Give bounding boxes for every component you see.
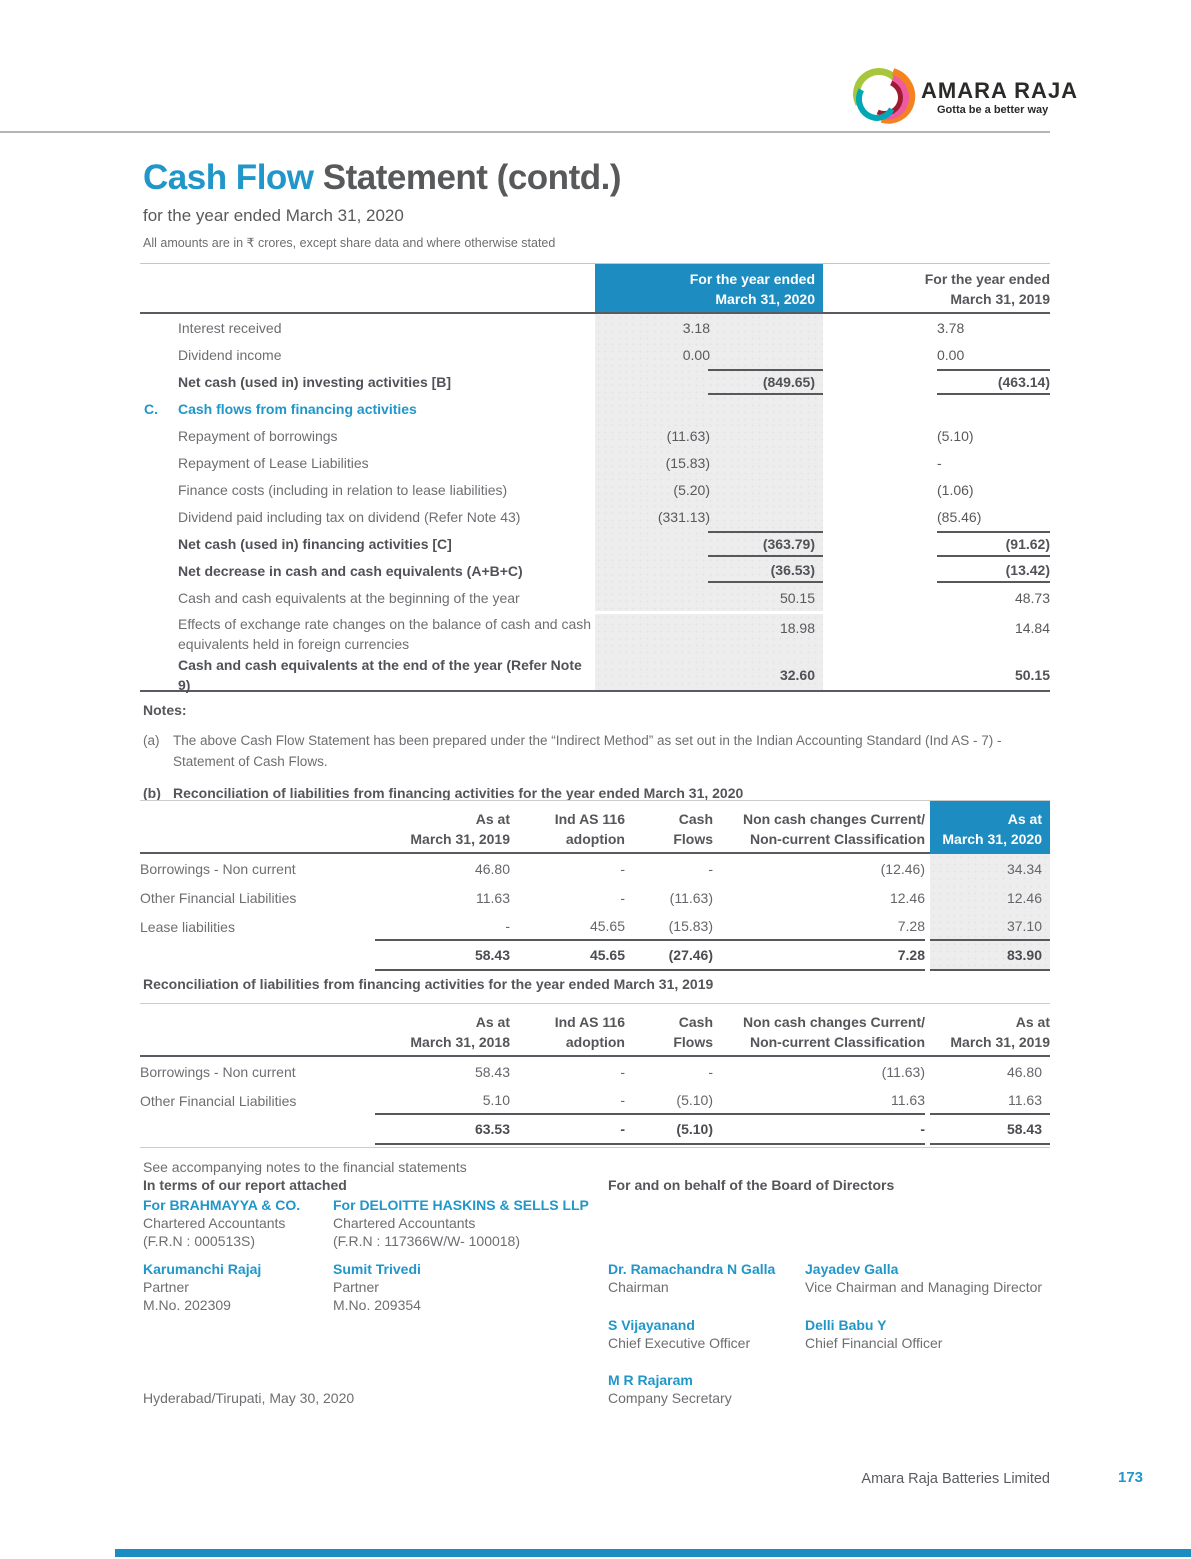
amount-2020-col: (5.20) — [595, 476, 823, 503]
recon-total-row: 58.43 45.65 (27.46) 7.28 83.90 — [140, 941, 1050, 971]
recon-row-label: Lease liabilities — [140, 918, 235, 935]
recon-row-label: Borrowings - Non current — [140, 1063, 296, 1080]
audit-firm-1 — [143, 1196, 300, 1250]
recon-col-asat-2018: As at March 31, 2018 — [375, 1004, 510, 1057]
table-row — [140, 314, 1050, 341]
table-row-subtotal — [140, 557, 1050, 584]
table-section-header — [140, 395, 1050, 422]
note-b-label: (b) — [143, 785, 161, 801]
firm-frn: (F.R.N : 000513S) — [143, 1233, 256, 1249]
page-number: 173 — [1118, 1469, 1144, 1486]
recon-header-spacer — [140, 1004, 375, 1057]
row-label: Dividend paid including tax on dividend (Refer Note 43) — [178, 508, 521, 525]
signatory-name: Jayadev Galla — [805, 1261, 899, 1277]
table-row — [140, 341, 1050, 368]
report-attached-heading: In terms of our report attached — [143, 1177, 347, 1193]
notes-heading: Notes: — [143, 702, 187, 718]
recon-col-cashflows: Cash Flows — [625, 801, 713, 854]
row-label: Net cash (used in) investing activities [B] — [178, 373, 452, 390]
header-label-spacer — [140, 264, 595, 312]
recon-col-asat-2019: As at March 31, 2019 — [375, 801, 510, 854]
amount-2020-col: (36.53) — [595, 557, 823, 584]
amount-2020-col — [595, 395, 823, 422]
signatory-name: Karumanchi Rajaj — [143, 1261, 262, 1277]
company-logo — [853, 66, 1078, 128]
row-label: Cash and cash equivalents at the end of the year (Refer Note 9) — [178, 656, 582, 693]
signatory-mno: M.No. 202309 — [143, 1297, 231, 1313]
row-label: Repayment of Lease Liabilities — [178, 454, 369, 471]
amounts-note: All amounts are in ₹ crores, except share data and where otherwise stated — [143, 236, 556, 250]
recon-col-indas116: Ind AS 116 adoption — [510, 1004, 625, 1057]
col-header-2020-line2: March 31, 2020 — [715, 291, 815, 307]
row-label: Effects of exchange rate changes on the balance of cash and cash equivalents held in foreign currencies — [178, 616, 592, 652]
signatory-secretary — [608, 1371, 732, 1407]
table-row-total — [140, 656, 1050, 693]
recon-col-noncash: Non cash changes Current/ Non-current Classification — [713, 1004, 925, 1057]
amount-2019-col: (1.06) — [937, 481, 974, 498]
recon-row: Borrowings - Non current 58.43 - - (11.63) 46.80 — [140, 1063, 1042, 1080]
cash-flow-table — [140, 263, 1050, 692]
row-label: Repayment of borrowings — [178, 427, 338, 444]
amount-2020-col: 50.15 — [595, 584, 823, 611]
firm-name: For DELOITTE HASKINS & SELLS LLP — [333, 1197, 589, 1213]
signatory-ceo — [608, 1316, 750, 1352]
notes-section — [143, 700, 1050, 804]
col-header-2020 — [595, 264, 823, 312]
firm-frn: (F.R.N : 117366W/W- 100018) — [333, 1233, 521, 1249]
table-row — [140, 449, 1050, 476]
page-title-accent: Cash Flow — [143, 158, 314, 197]
place-date: Hyderabad/Tirupati, May 30, 2020 — [143, 1390, 355, 1406]
signatory-name: M R Rajaram — [608, 1372, 693, 1388]
table-row — [140, 584, 1050, 611]
audit-firm-2 — [333, 1196, 589, 1250]
recon-col-noncash: Non cash changes Current/ Non-current Classification — [713, 801, 925, 854]
firm-desc: Chartered Accountants — [333, 1215, 476, 1231]
note-a — [143, 730, 1050, 772]
amount-2019-col: 0.00 — [937, 346, 965, 363]
note-a-label: (a) — [143, 733, 160, 748]
recon-row: Lease liabilities - 45.65 (15.83) 7.28 37.10 — [140, 912, 1050, 941]
amount-2020-col: 18.98 — [595, 614, 823, 659]
row-label: Cash and cash equivalents at the beginning of the year — [178, 589, 520, 606]
footer-company-name: Amara Raja Batteries Limited — [861, 1471, 1050, 1487]
firm-desc: Chartered Accountants — [143, 1215, 286, 1231]
amount-2020-col: (11.63) — [595, 422, 823, 449]
recon-header-spacer — [140, 801, 375, 854]
recon-row-label: Borrowings - Non current — [140, 860, 296, 877]
page-title — [143, 156, 621, 200]
amount-2020-col: 3.18 — [595, 314, 823, 341]
signatory-name: Delli Babu Y — [805, 1317, 887, 1333]
table-row — [140, 611, 1050, 659]
recon-row-label: Other Financial Liabilities — [140, 889, 297, 906]
signatory-mno: M.No. 209354 — [333, 1297, 421, 1313]
signatory-name: S Vijayanand — [608, 1317, 695, 1333]
amount-2019-col: 3.78 — [937, 319, 965, 336]
amount-2020-col: (15.83) — [595, 449, 823, 476]
signatory-role: Chairman — [608, 1279, 669, 1295]
note-b-text: Reconciliation of liabilities from financing activities for the year ended March 31, 2020 — [173, 785, 744, 801]
recon-col-asat-2019: As at March 31, 2019 — [930, 1004, 1050, 1057]
signatory-cfo — [805, 1316, 942, 1352]
amount-2019-col — [937, 395, 1050, 422]
page-subtitle: for the year ended March 31, 2020 — [143, 206, 404, 225]
recon-col-asat-2020: As at March 31, 2020 — [930, 801, 1050, 854]
col-header-2019-line1: For the year ended — [924, 271, 1050, 287]
accompanying-notes-line: See accompanying notes to the financial statements — [143, 1159, 467, 1175]
section-label — [140, 399, 595, 419]
recon-row: Borrowings - Non current 46.80 - - (12.46) 34.34 — [140, 854, 1050, 883]
recon-2019-heading: Reconciliation of liabilities from financing activities for the year ended March 31, 2019 — [143, 976, 714, 992]
board-heading: For and on behalf of the Board of Directors — [608, 1177, 895, 1193]
amount-2020-col: (363.79) — [595, 530, 823, 557]
row-label: Net cash (used in) financing activities [C] — [178, 535, 452, 552]
cash-flow-table-header — [140, 264, 1050, 314]
recon-col-indas116: Ind AS 116 adoption — [510, 801, 625, 854]
firm-name: For BRAHMAYYA & CO. — [143, 1197, 301, 1213]
amara-raja-swirl-icon — [853, 66, 915, 128]
page-title-rest: Statement (contd.) — [313, 158, 621, 197]
amount-2019-col: (85.46) — [937, 508, 982, 525]
col-header-2019-line2: March 31, 2019 — [950, 291, 1050, 307]
row-label: Finance costs (including in relation to lease liabilities) — [178, 481, 508, 498]
signatory-name: Sumit Trivedi — [333, 1261, 421, 1277]
brand-tagline: Gotta be a better way — [937, 104, 1049, 116]
amount-2019-col: (91.62) — [937, 530, 1050, 557]
table-row-subtotal — [140, 530, 1050, 557]
table-row — [140, 422, 1050, 449]
amount-2020-col: (849.65) — [595, 368, 823, 395]
amount-2019-col: - — [937, 454, 942, 471]
footer-accent-bar — [115, 1549, 1191, 1557]
note-a-text: The above Cash Flow Statement has been prepared under the “Indirect Method” as set out in the Indian Accounting Standard (Ind AS - 7) - Statement of Cash Flows. — [173, 733, 1002, 769]
recon-row-label: Other Financial Liabilities — [140, 1092, 297, 1109]
recon-total-row: 63.53 - (5.10) - 58.43 — [140, 1115, 1050, 1145]
signatory-role: Vice Chairman and Managing Director — [805, 1279, 1043, 1295]
amount-2019-col: (463.14) — [937, 368, 1050, 395]
amount-2019-col: 14.84 — [1014, 620, 1050, 636]
recon-row: Other Financial Liabilities 5.10 - (5.10) 11.63 11.63 — [140, 1086, 1050, 1115]
amount-2019-col: (5.10) — [937, 427, 974, 444]
signatory-name: Dr. Ramachandra N Galla — [608, 1261, 776, 1277]
brand-name: AMARA RAJA — [921, 78, 1079, 103]
recon-row: Other Financial Liabilities 11.63 - (11.63) 12.46 12.46 — [140, 883, 1050, 912]
amount-2019-col: 50.15 — [1014, 666, 1050, 683]
logo-text — [921, 66, 1078, 116]
reconciliation-table-2019 — [140, 1003, 1050, 1148]
amount-2020-col: 0.00 — [595, 341, 823, 368]
signatory-vice-chairman — [805, 1260, 1042, 1296]
col-header-2019 — [823, 264, 1050, 312]
amount-2019-col: 48.73 — [1014, 589, 1050, 606]
table-row — [140, 503, 1050, 530]
signatory-role: Partner — [333, 1279, 379, 1295]
amount-2020-col: 32.60 — [595, 659, 823, 690]
signatory-role: Chief Executive Officer — [608, 1335, 751, 1351]
section-letter: C. — [144, 400, 158, 417]
signatory-role: Company Secretary — [608, 1390, 732, 1406]
col-header-2020-line1: For the year ended — [689, 271, 815, 287]
recon-2019-header — [140, 1004, 1050, 1057]
header-divider — [0, 131, 1050, 133]
row-label: Dividend income — [178, 346, 282, 363]
signatory-chairman — [608, 1260, 775, 1296]
table-row — [140, 476, 1050, 503]
section-title: Cash flows from financing activities — [178, 400, 417, 417]
amount-2020-col: (331.13) — [595, 503, 823, 530]
signatory-partner-1 — [143, 1260, 261, 1314]
signatory-partner-2 — [333, 1260, 421, 1314]
amount-2019-col: (13.42) — [937, 557, 1050, 584]
row-label: Interest received — [178, 319, 282, 336]
signatory-role: Partner — [143, 1279, 189, 1295]
table-row-subtotal — [140, 368, 1050, 395]
signatory-role: Chief Financial Officer — [805, 1335, 943, 1351]
reconciliation-table-2020 — [140, 800, 1050, 971]
recon-2020-header — [140, 801, 1050, 854]
recon-col-cashflows: Cash Flows — [625, 1004, 713, 1057]
row-label: Net decrease in cash and cash equivalents (A+B+C) — [178, 562, 523, 579]
